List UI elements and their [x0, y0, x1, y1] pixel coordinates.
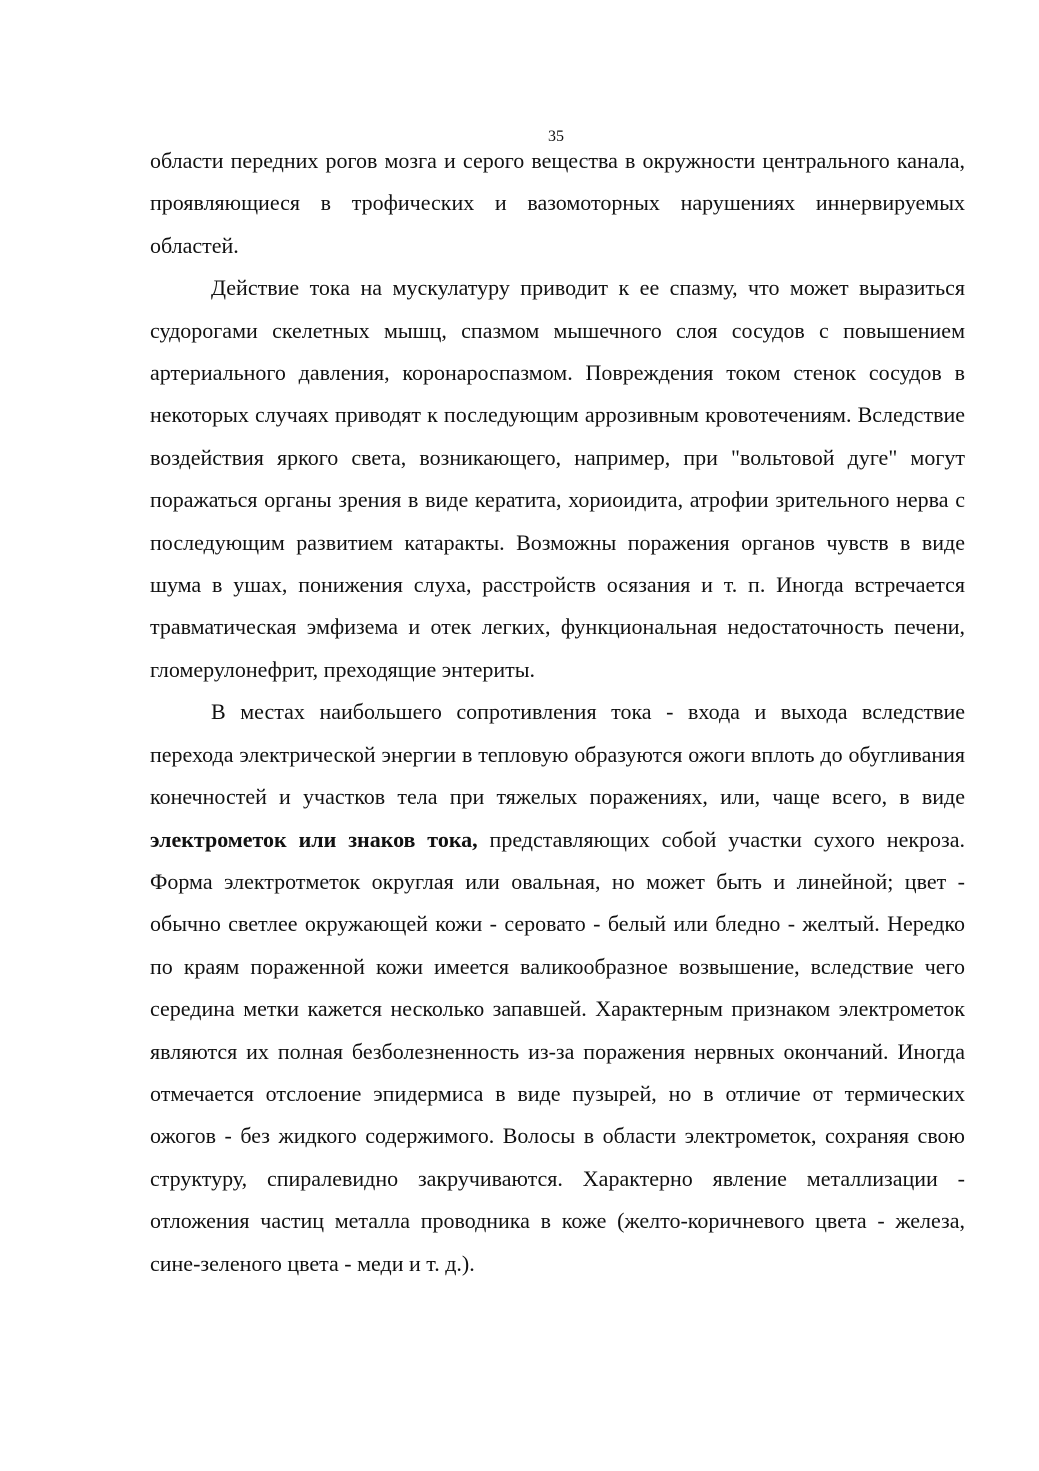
paragraph-3-text-end: представляющих собой участки сухого некроза. Форма электротметок округлая или овальная, но может быть и линейной; цвет - обычно светлее окружающей кожи - серовато - белый или бледно - желтый. Нередко по краям пораженной кожи имеется валикообразное возвышение, вследствие чего середина метки кажется несколько запавшей. Характерным признаком электрометок являются их полная безболезненность из-за поражения нервных окончаний. Иногда отмечается отслоение эпидермиса в виде пузырей, но в отличие от термических ожогов - без жидкого содержимого. Волосы в области электрометок, сохраняя свою структуру, спиралевидно закручиваются. Характерно явление металлизации - отложения частиц металла проводника в коже (желто-коричневого цвета - железа, сине-зеленого цвета - меди и т. д.).: [150, 826, 965, 1276]
paragraph-3: [150, 691, 965, 1285]
document-body: [150, 140, 965, 1285]
paragraph-1-text: области передних рогов мозга и серого вещества в окружности центрального канала, проявляющиеся в трофических и вазомоторных нарушениях иннервируемых областей.: [150, 148, 965, 258]
paragraph-3-text-start: В местах наибольшего сопротивления тока - входа и выхода вследствие перехода электрической энергии в тепловую образуются ожоги вплоть до обугливания конечностей и участков тела при тяжелых поражениях, или, чаще всего, в виде: [150, 699, 965, 810]
bold-term-electromarks: электрометок или знаков тока,: [150, 826, 478, 852]
paragraph-1: [150, 140, 965, 267]
paragraph-2-text: Действие тока на мускулатуру приводит к ее спазму, что может выразиться судорогами скелетных мышц, спазмом мышечного слоя сосудов с повышением артериального давления, коронароспазмом. Повреждения током стенок сосудов в некоторых случаях приводят к последующим аррозивным кровотечениям. Вследствие воздействия яркого света, возникающего, например, при "вольтовой дуге" могут поражаться органы зрения в виде кератита, хориоидита, атрофии зрительного нерва с последующим развитием катаракты. Возможны поражения органов чувств в виде шума в ушах, понижения слуха, расстройств осязания и т. п. Иногда встречается травматическая эмфизема и отек легких, функциональная недостаточность печени, гломерулонефрит, преходящие энтериты.: [150, 275, 965, 682]
paragraph-2: [150, 267, 965, 691]
page-number: 35: [548, 128, 564, 145]
